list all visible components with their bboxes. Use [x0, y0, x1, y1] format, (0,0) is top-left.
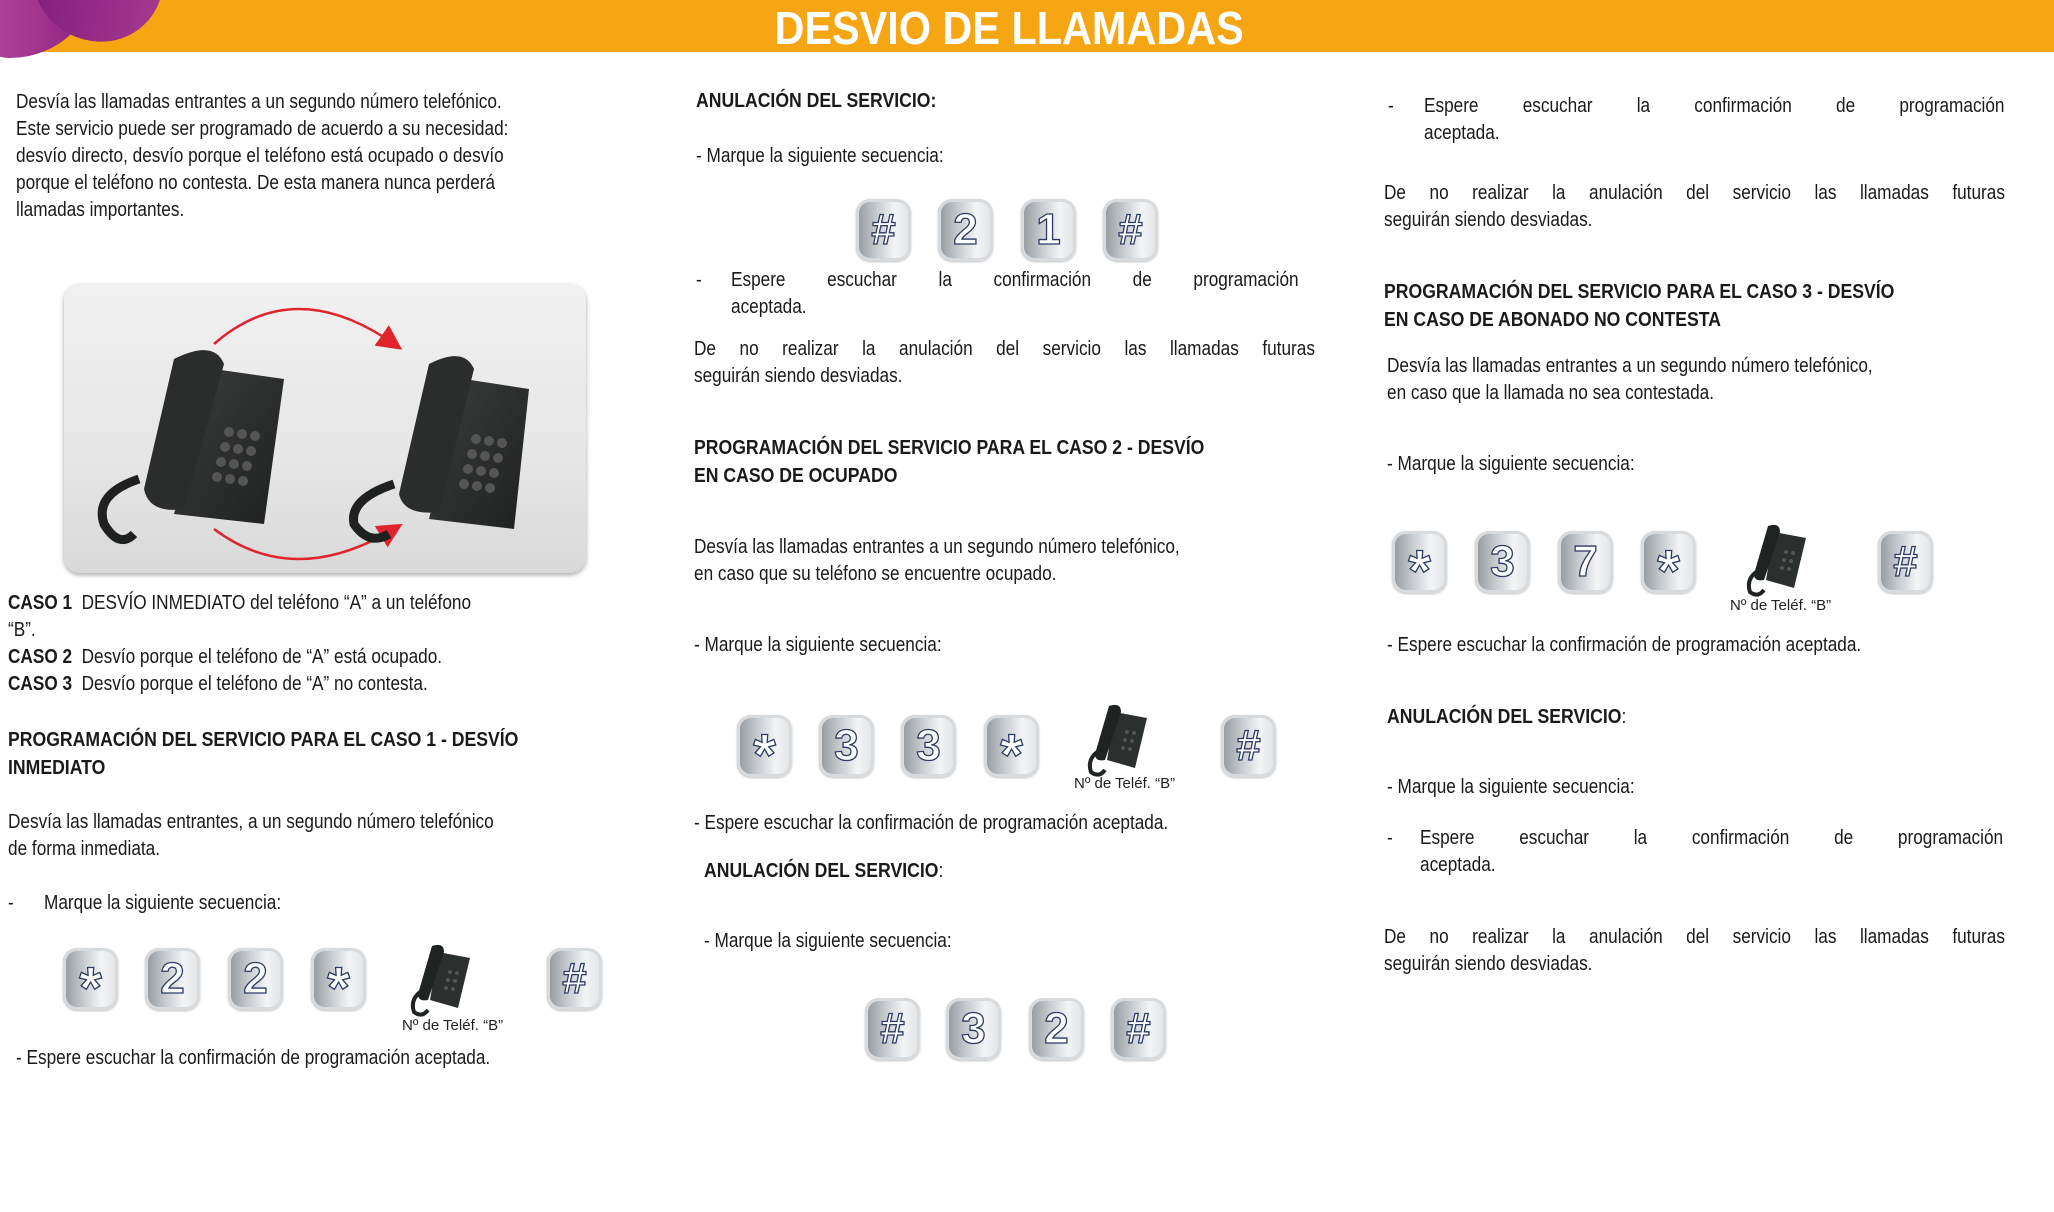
intro-line: desvío directo, desvío porque el teléfono está ocupado o desvío	[16, 145, 504, 167]
case-1-cont: “B”.	[8, 619, 36, 641]
confirm-text: aceptada.	[1420, 854, 1496, 876]
section-heading-case-3-cont: EN CASO DE ABONADO NO CONTESTA	[1384, 308, 1721, 331]
dash: -	[696, 269, 702, 291]
intro-line: Este servicio puede ser programado de acuerdo a su necesidad:	[16, 118, 509, 140]
case-1: CASO 1 DESVÍO INMEDIATO del teléfono “A” a un teléfono	[8, 592, 472, 614]
key-hash: #	[1221, 715, 1276, 777]
dial-instruction: - Marque la siguiente secuencia:	[694, 634, 942, 656]
note-text: De no realizar la anulación del servicio las llamadas futuras	[694, 338, 1315, 360]
key-2: 2	[1029, 998, 1084, 1060]
key-star: *	[1641, 531, 1696, 593]
intro-line: Desvía las llamadas entrantes a un segundo número telefónico.	[16, 91, 502, 113]
key-hash: #	[1111, 998, 1166, 1060]
key-7: 7	[1558, 531, 1613, 593]
key-hash: #	[547, 948, 602, 1010]
dial-instruction: - Marque la siguiente secuencia:	[704, 930, 952, 952]
confirm-text: Espere escuchar la confirmación de programación	[1424, 95, 2005, 117]
cancel-heading: ANULACIÓN DEL SERVICIO:	[1387, 705, 1627, 728]
section-desc: Desvía las llamadas entrantes a un segundo número telefónico,	[694, 536, 1180, 558]
key-2: 2	[145, 948, 200, 1010]
dial-instruction: - Marque la siguiente secuencia:	[1387, 776, 1635, 798]
key-hash: #	[1103, 199, 1158, 261]
desk-phones-icon	[64, 284, 586, 573]
phone-icon	[1744, 522, 1814, 600]
dash: -	[8, 892, 14, 914]
phone-icon	[408, 942, 478, 1020]
key-star: *	[1392, 531, 1447, 593]
dial-instruction: Marque la siguiente secuencia:	[44, 892, 282, 914]
key-3: 3	[1475, 531, 1530, 593]
section-heading-case-2-cont: EN CASO DE OCUPADO	[694, 464, 898, 487]
section-heading-case-3: PROGRAMACIÓN DEL SERVICIO PARA EL CASO 3 - DESVÍO	[1384, 280, 1895, 303]
note-text: seguirán siendo desviadas.	[1384, 209, 1593, 231]
dash: -	[1388, 95, 1394, 117]
key-star: *	[311, 948, 366, 1010]
section-heading-case-1: PROGRAMACIÓN DEL SERVICIO PARA EL CASO 1 - DESVÍO	[8, 728, 519, 751]
key-3: 3	[946, 998, 1001, 1060]
section-desc: en caso que la llamada no sea contestada.	[1387, 382, 1715, 404]
dial-instruction: - Marque la siguiente secuencia:	[696, 145, 944, 167]
page-title: DESVIO DE LLAMADAS	[774, 2, 1244, 54]
key-star: *	[63, 948, 118, 1010]
section-desc: Desvía las llamadas entrantes a un segundo número telefónico,	[1387, 355, 1873, 377]
intro-line: llamadas importantes.	[16, 199, 185, 221]
case-3: CASO 3 Desvío porque el teléfono de “A” no contesta.	[8, 673, 428, 695]
confirm-text: Espere escuchar la confirmación de programación	[1420, 827, 2004, 849]
dial-instruction: - Marque la siguiente secuencia:	[1387, 453, 1635, 475]
key-1: 1	[1021, 199, 1076, 261]
confirm-text: Espere escuchar la confirmación de programación	[731, 269, 1299, 291]
key-hash: #	[1878, 531, 1933, 593]
intro-line: porque el teléfono no contesta. De esta manera nunca perderá	[16, 172, 496, 194]
note-text: seguirán siendo desviadas.	[1384, 953, 1593, 975]
key-star: *	[737, 715, 792, 777]
note-text: seguirán siendo desviadas.	[694, 365, 903, 387]
section-heading-case-2: PROGRAMACIÓN DEL SERVICIO PARA EL CASO 2 - DESVÍO	[694, 436, 1205, 459]
dash: -	[1387, 827, 1393, 849]
confirm-text: - Espere escuchar la confirmación de programación aceptada.	[694, 812, 1169, 834]
key-3: 3	[819, 715, 874, 777]
key-star: *	[984, 715, 1039, 777]
key-hash: #	[865, 998, 920, 1060]
section-desc: Desvía las llamadas entrantes, a un segundo número telefónico	[8, 811, 494, 833]
phone-caption: Nº de Teléf. “B”	[402, 1017, 504, 1034]
section-desc: en caso que su teléfono se encuentre ocupado.	[694, 563, 1057, 585]
phone-caption: Nº de Teléf. “B”	[1730, 597, 1832, 614]
key-hash: #	[856, 199, 911, 261]
confirm-text: - Espere escuchar la confirmación de programación aceptada.	[1387, 634, 1862, 656]
key-3: 3	[901, 715, 956, 777]
case-2: CASO 2 Desvío porque el teléfono de “A” está ocupado.	[8, 646, 443, 668]
confirm-text: aceptada.	[1424, 122, 1500, 144]
cancel-heading: ANULACIÓN DEL SERVICIO:	[696, 89, 937, 112]
section-desc: de forma inmediata.	[8, 838, 161, 860]
key-2: 2	[938, 199, 993, 261]
phone-caption: Nº de Teléf. “B”	[1074, 775, 1176, 792]
note-text: De no realizar la anulación del servicio las llamadas futuras	[1384, 182, 2005, 204]
key-2: 2	[228, 948, 283, 1010]
confirm-text: aceptada.	[731, 296, 807, 318]
confirm-text: - Espere escuchar la confirmación de programación aceptada.	[16, 1047, 491, 1069]
cancel-heading: ANULACIÓN DEL SERVICIO:	[704, 859, 944, 882]
note-text: De no realizar la anulación del servicio las llamadas futuras	[1384, 926, 2005, 948]
phone-icon	[1085, 702, 1155, 780]
phones-forwarding-illustration	[64, 284, 586, 573]
section-heading-case-1-cont: INMEDIATO	[8, 756, 106, 779]
